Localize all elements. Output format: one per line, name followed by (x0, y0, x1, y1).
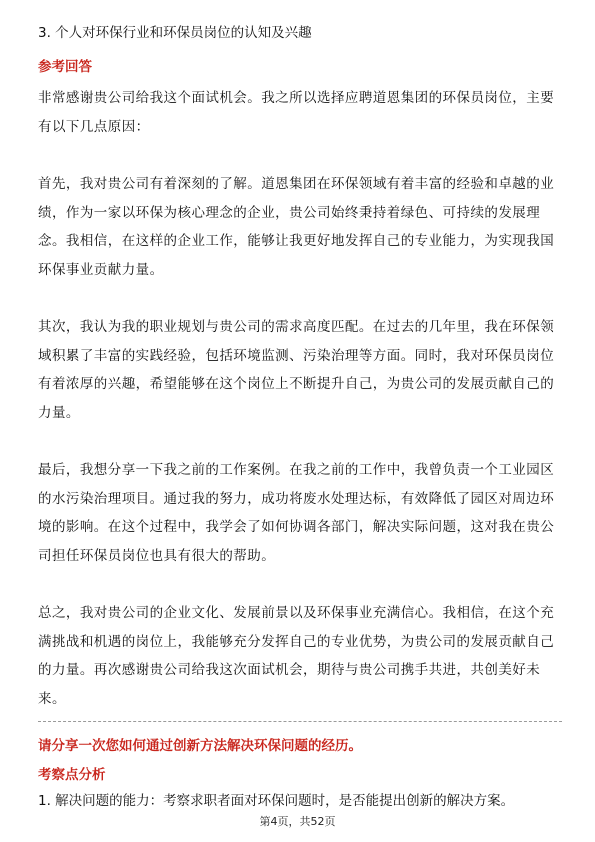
question-title: 3. 个人对环保行业和环保员岗位的认知及兴趣 (38, 25, 312, 41)
page-footer: 第4页，共52页 (259, 815, 336, 828)
answer-paragraph-second: 其次，我认为我的职业规划与贵公司的需求高度匹配。在过去的几年里，我在环保领域积累了丰富的实践经验，包括环境监测、污染治理等方面。同时，我对环保员岗位有着浓厚的兴趣，希望能够在这个岗位上不断提升自己，为贵公司的发展贡献自己的力量。 (38, 319, 555, 421)
answer-paragraph-third: 最后，我想分享一下我之前的工作案例。在我之前的工作中，我曾负责一个工业园区的水污染治理项目。通过我的努力，成功将废水处理达标，有效降低了园区对周边环境的影响。在这个过程中，我学会了如何协调各部门，解决实际问题，这对我在贵公司担任环保员岗位也具有很大的帮助。 (38, 462, 555, 564)
answer-paragraph-first: 首先，我对贵公司有着深刻的了解。道恩集团在环保领域有着丰富的经验和卓越的业绩，作为一家以环保为核心理念的企业，贵公司始终秉持着绿色、可持续的发展理念。我相信，在这样的企业工作，能够让我更好地发挥自己的专业能力，为实现我国环保事业贡献力量。 (38, 176, 555, 278)
next-question: 请分享一次您如何通过创新方法解决环保问题的经历。 (38, 738, 362, 754)
analysis-point: 1. 解决问题的能力：考察求职者面对环保问题时，是否能提出创新的解决方案。 (38, 793, 515, 809)
analysis-heading: 考察点分析 (38, 767, 106, 783)
answer-heading: 参考回答 (38, 59, 92, 75)
answer-paragraph-intro: 非常感谢贵公司给我这个面试机会。我之所以选择应聘道恩集团的环保员岗位，主要有以下几点原因： (38, 90, 555, 135)
answer-paragraph-conclusion: 总之，我对贵公司的企业文化、发展前景以及环保事业充满信心。我相信，在这个充满挑战和机遇的岗位上，我能够充分发挥自己的专业优势，为贵公司的发展贡献自己的力量。再次感谢贵公司给我这次面试机会，期待与贵公司携手共进，共创美好未来。 (38, 605, 555, 707)
section-divider (38, 721, 562, 722)
